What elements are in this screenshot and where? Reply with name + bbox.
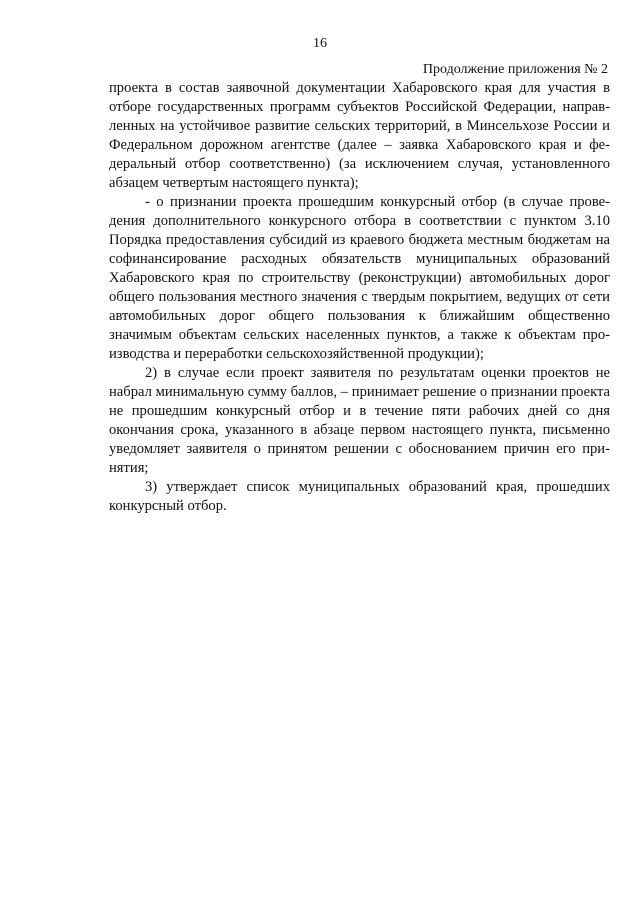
paragraph-item-2: 2) в случае если проект заявителя по результатам оценки проектов не набрал минимальную сумму баллов, – принимает решение о признании проекта не прошедшим конкурсный отбор и в течение пяти рабочих дней со дня окончания срока, указанного в абзаце первом настоящего пункта, письменно уведомляет заявителя о принятом решении с обоснованием причин его принятия; bbox=[109, 365, 610, 476]
document-body bbox=[109, 79, 610, 516]
paragraph-item-3: 3) утверждает список муниципальных образований края, прошедших конкурсный отбор. bbox=[109, 479, 610, 514]
appendix-continuation-note: Продолжение приложения № 2 bbox=[422, 62, 608, 77]
page-number: 16 bbox=[313, 36, 327, 51]
paragraph-competition-passed: - о признании проекта прошедшим конкурсный отбор (в случае проведения дополнительного конкурсного отбора в соответствии с пунктом 3.10 Порядка предоставления субсидий из краевого бюджета местным бюджетам на софинансирование расходных обязательств муниципальных образований Хабаровского края по строительству (реконструкции) автомобильных дорог общего пользования местного значения с твердым покрытием, ведущих от сети автомобильных дорог общего пользования к ближайшим общественно значимым объектам сельских населенных пунктов, а также к объектам производства и переработки сельскохозяйственной продукции); bbox=[109, 194, 610, 362]
paragraph-continuation: проекта в состав заявочной документации Хабаровского края для участия в отборе государственных программ субъектов Российской Федерации, направленных на устойчивое развитие сельских территорий, в Минсельхозе России и Федеральном дорожном агентстве (далее – заявка Хабаровского края и федеральный отбор соответственно) (за исключением случая, установленного абзацем четвертым настоящего пункта); bbox=[109, 80, 610, 191]
